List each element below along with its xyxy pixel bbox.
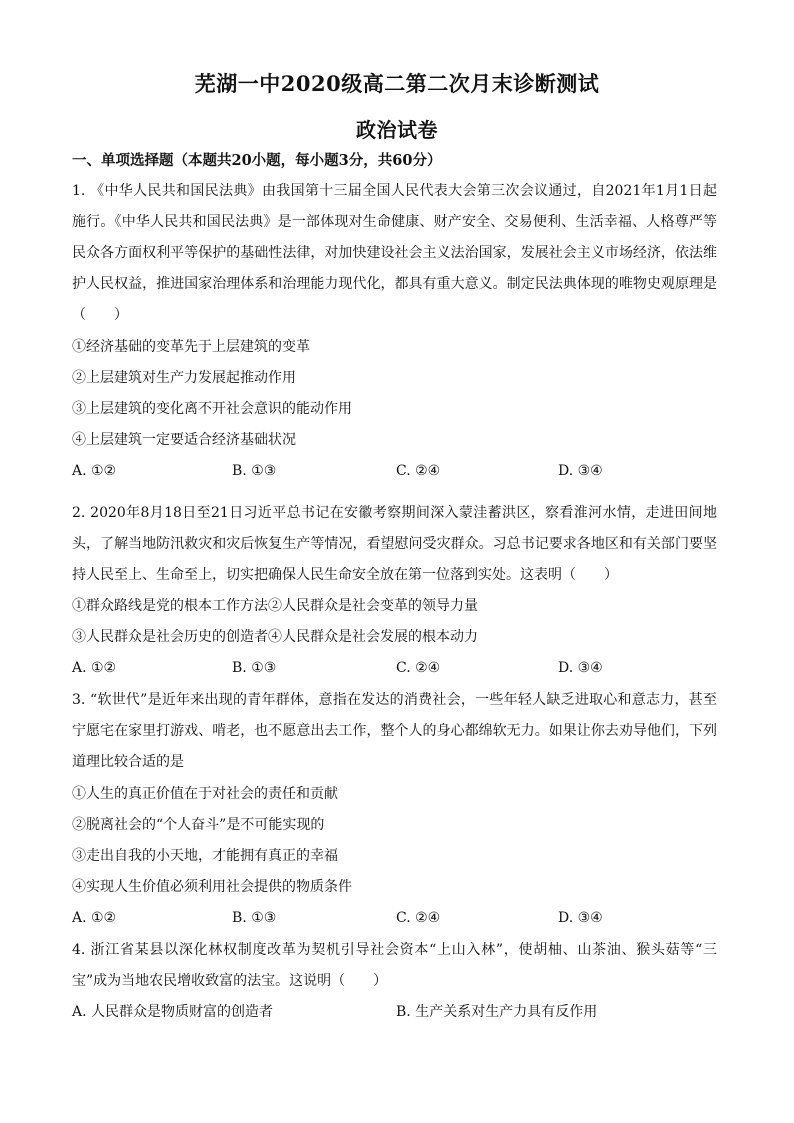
- q1-item: ②上层建筑对生产力发展起推动作用: [72, 370, 296, 386]
- q1-option-a: A. ①②: [72, 463, 117, 479]
- q1-option-d: D. ③④: [558, 463, 603, 479]
- q3-item: ④实现人生价值必须利用社会提供的物质条件: [72, 879, 352, 895]
- q3-stem-line: 3. “软世代”是近年来出现的青年群体，意指在发达的消费社会，一些年轻人缺乏进取心和意志力，甚至: [72, 692, 717, 708]
- exam-subtitle: 政治试卷: [356, 118, 438, 142]
- q4-stem-line: 宝”成为当地农民增收致富的法宝。这说明（ ）: [72, 973, 388, 989]
- q2-option-b: B. ①③: [232, 660, 277, 676]
- q4-stem-line: 4. 浙江省某县以深化林权制度改革为契机引导社会资本“上山入林”，使胡柚、山茶油、猴头菇等“三: [72, 942, 717, 958]
- q3-option-d: D. ③④: [558, 910, 603, 926]
- q1-stem-line: 护人民权益，推进国家治理体系和治理能力现代化，都具有重大意义。制定民法典体现的唯物史观原理是: [72, 276, 717, 292]
- q3-option-b: B. ①③: [232, 910, 277, 926]
- q2-stem-line: 持人民至上、生命至上，切实把确保人民生命安全放在第一位落到实处。这表明（ ）: [72, 567, 618, 583]
- q1-stem-line: 1. 《中华人民共和国民法典》由我国第十三届全国人民代表大会第三次会议通过，自2021年1月1日起: [72, 183, 717, 199]
- q1-stem-line: 民众各方面权利平等保护的基础性法律，对加快建设社会主义法治国家，发展社会主义市场经济，依法维: [72, 245, 717, 261]
- q2-option-a: A. ①②: [72, 660, 117, 676]
- q1-item: ①经济基础的变革先于上层建筑的变革: [72, 339, 310, 355]
- q3-option-a: A. ①②: [72, 910, 117, 926]
- q3-option-c: C. ②④: [396, 910, 441, 926]
- q3-item: ②脱离社会的“个人奋斗”是不可能实现的: [72, 817, 325, 833]
- q3-stem-line: 道理比较合适的是: [72, 754, 184, 770]
- exam-title: 芜湖一中2020级高二第二次月末诊断测试: [194, 71, 600, 96]
- q3-item: ①人生的真正价值在于对社会的责任和贡献: [72, 786, 338, 802]
- q3-stem-line: 宁愿宅在家里打游戏、啃老，也不愿意出去工作，整个人的身心都绵软无力。如果让你去劝导他们，下列: [72, 723, 717, 739]
- q3-item: ③走出自我的小天地，才能拥有真正的幸福: [72, 848, 338, 864]
- q1-item: ③上层建筑的变化离不开社会意识的能动作用: [72, 401, 352, 417]
- q1-answer-blank: （ ）: [72, 307, 128, 323]
- q2-stem-line: 2. 2020年8月18日至21日习近平总书记在安徽考察期间深入蒙洼蓄洪区，察看淮河水情，走进田间地: [72, 505, 717, 521]
- q2-option-d: D. ③④: [558, 660, 603, 676]
- q4-option-a: A. 人民群众是物质财富的创造者: [72, 1004, 274, 1020]
- q1-option-c: C. ②④: [396, 463, 441, 479]
- section-heading: 一、单项选择题（本题共20小题，每小题3分，共60分）: [72, 152, 442, 169]
- q1-item: ④上层建筑一定要适合经济基础状况: [72, 432, 296, 448]
- q4-option-b: B. 生产关系对生产力具有反作用: [396, 1004, 598, 1020]
- q2-option-c: C. ②④: [396, 660, 441, 676]
- q1-stem-line: 施行。《中华人民共和国民法典》是一部体现对生命健康、财产安全、交易便利、生活幸福、人格尊严等: [72, 214, 717, 230]
- q1-option-b: B. ①③: [232, 463, 277, 479]
- q2-stem-line: 头，了解当地防汛救灾和灾后恢复生产等情况，看望慰问受灾群众。习总书记要求各地区和有关部门要坚: [72, 536, 717, 552]
- q2-item: ③人民群众是社会历史的创造者④人民群众是社会发展的根本动力: [72, 629, 478, 645]
- q2-item: ①群众路线是党的根本工作方法②人民群众是社会变革的领导力量: [72, 598, 478, 614]
